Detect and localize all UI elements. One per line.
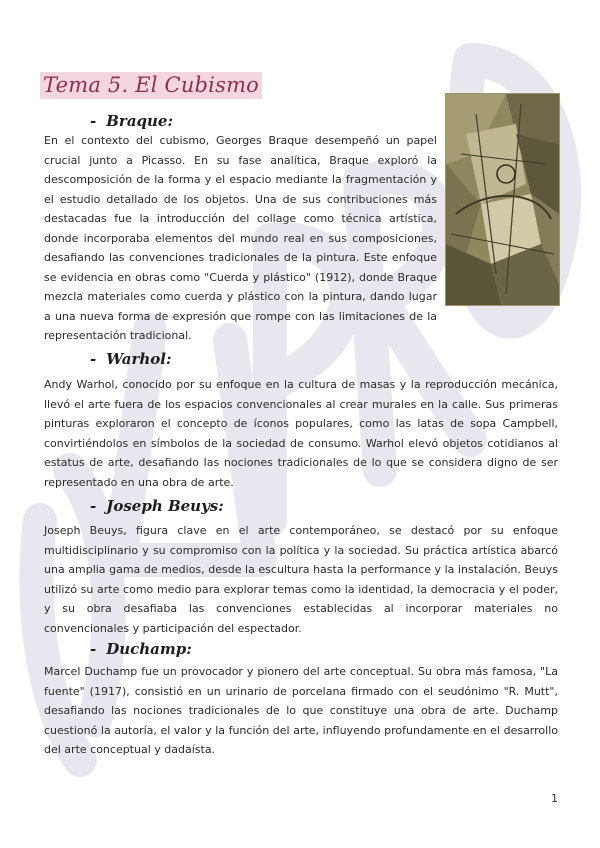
page-title: Tema 5. El Cubismo (43, 73, 260, 97)
section-text-braque: En el contexto del cubismo, Georges Braque desempeñó un papel crucial junto a Picasso. En su fase analítica, Braque exploró la descomposición de la forma y el espacio mediante la fragmentación y el estudio detallado de los objetos. Una de sus contribuciones más destacadas fue la introducción del collage como técnica artística, donde incorporaba elementos del mundo real en sus composiciones, desafiando las convenciones tradicionales de la pintura. Este enfoque se evidencia en obras como "Cuerda y plástico" (1912), donde Braque mezcla materiales como cuerda y plástico con la pintura, dando lugar a una nueva forma de expresión que rompe con las limitaciones de la representación tradicional. (44, 134, 437, 342)
section-heading-duchamp: - Duchamp: (90, 640, 192, 658)
cubist-painting-icon (445, 93, 560, 306)
section-heading-label: Duchamp: (106, 640, 192, 658)
section-text-warhol: Andy Warhol, conocido por su enfoque en la cultura de masas y la reproducción mecánica, llevó el arte fuera de los espacios convencionales al crear murales en la calle. Sus primeras pinturas exploraron el concepto de íconos populares, como las latas de sopa Campbell, convirtiéndolos en símbolos de la sociedad de consumo. Warhol elevó objetos cotidianos al estatus de arte, desafiando las nociones tradicionales de lo que se considera digno de ser representado en una obra de arte. (44, 378, 558, 489)
section-heading-braque: - Braque: (90, 112, 174, 130)
section-heading-label: Braque: (106, 112, 174, 130)
section-text-beuys: Joseph Beuys, figura clave en el arte contemporáneo, se destacó por su enfoque multidisciplinario y su compromiso con la política y la sociedad. Su práctica artística abarcó una amplia gama de medios, desde la escultura hasta la performance y la instalación. Beuys utilizó su arte como medio para explorar temas como la identidad, la democracia y el poder, y su obra desafiaba las convenciones establecidas al incorporar materiales no convencionales y participación del espectador. (44, 524, 558, 635)
section-heading-beuys: - Joseph Beuys: (90, 497, 224, 515)
section-heading-label: Joseph Beuys: (106, 497, 224, 515)
section-heading-label: Warhol: (106, 350, 172, 368)
section-heading-warhol: - Warhol: (90, 350, 172, 368)
section-text-duchamp: Marcel Duchamp fue un provocador y pionero del arte conceptual. Su obra más famosa, "La fuente" (1917), consistió en un urinario de porcelana firmado con el seudónimo "R. Mutt", desafiando las nociones tradicionales de lo que constituye una obra de arte. Duchamp cuestionó la autoría, el valor y la función del arte, influyendo profundamente en el desarrollo del arte conceptual y dadaísta. (44, 665, 558, 756)
title-highlight (40, 72, 262, 99)
page-number: 1 (551, 792, 558, 805)
